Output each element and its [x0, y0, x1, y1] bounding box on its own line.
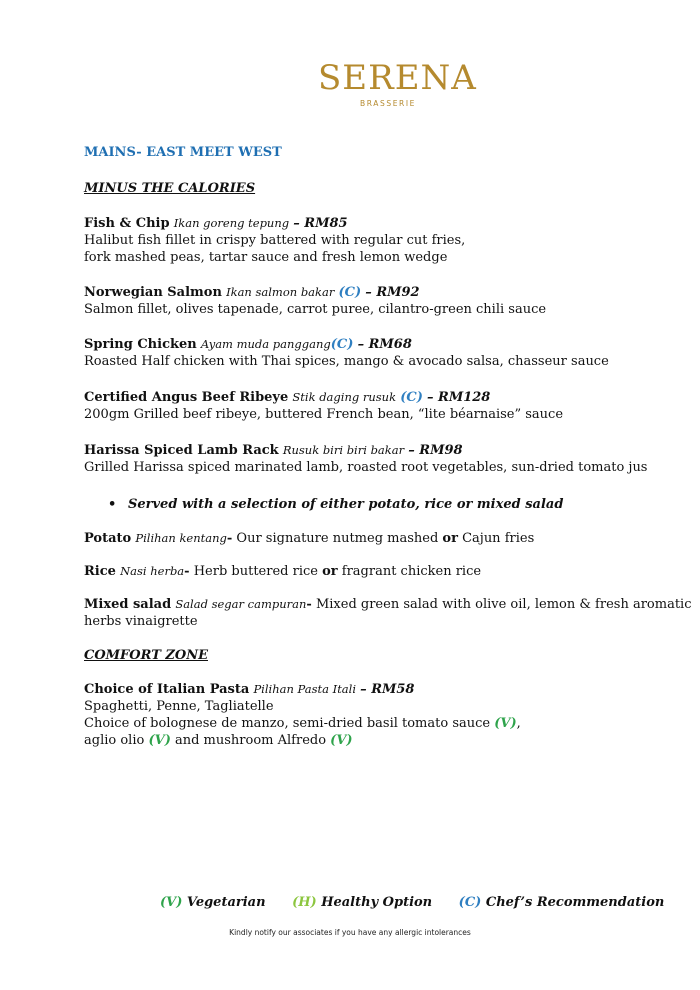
dish-fish-chip: [84, 215, 664, 266]
dish-price: – RM92: [365, 285, 420, 300]
dish-name: Harissa Spiced Lamb Rack: [84, 443, 279, 458]
side-potato: Potato Pilihan kentang- Our signature nutmeg mashed or Cajun fries: [84, 531, 535, 546]
side-mixed-salad: Mixed salad Salad segar campuran- Mixed green salad with olive oil, lemon & fresh aromatic herbs vinaigrette: [84, 597, 692, 629]
dish-name: Norwegian Salmon: [84, 285, 222, 300]
bullet-icon: •: [108, 497, 117, 512]
section-title: MAINS- EAST MEET WEST: [84, 145, 282, 160]
side-name: Potato: [84, 531, 132, 546]
side-rice: Rice Nasi herba- Herb buttered rice or fragrant chicken rice: [84, 564, 482, 579]
dish-norwegian-salmon: [84, 284, 664, 318]
dish-description: Halibut fish fillet in crispy battered with regular cut fries,: [84, 233, 466, 248]
legend-healthy: (H) Healthy Option: [292, 895, 433, 910]
allergy-note: Kindly notify our associates if you have any allergic intolerances: [229, 928, 471, 937]
dish-local-name: Ikan goreng tepung: [173, 216, 290, 230]
dish-description: fork mashed peas, tartar sauce and fresh lemon wedge: [84, 250, 448, 265]
dish-name: Fish & Chip: [84, 216, 170, 231]
sides-bullet: [108, 496, 564, 513]
dish-price: – RM85: [293, 216, 348, 231]
dish-local-name: Ikan salmon bakar: [226, 285, 335, 299]
legend-chef: (C) Chef’s Recommendation: [458, 895, 665, 910]
chef-recommendation-tag: (C): [330, 337, 354, 352]
dish-description: Grilled Harissa spiced marinated lamb, roasted root vegetables, sun-dried tomato jus: [84, 460, 648, 475]
dish-name: Spring Chicken: [84, 337, 197, 352]
dish-description: 200gm Grilled beef ribeye, buttered French bean, “lite béarnaise” sauce: [84, 407, 564, 422]
dish-local-name: Ayam muda panggang: [200, 337, 331, 351]
serena-logo: [318, 58, 477, 118]
bullet-text: Served with a selection of either potato, rice or mixed salad: [128, 497, 564, 512]
dish-price: – RM98: [408, 443, 463, 458]
side-name: Rice: [84, 564, 116, 579]
legend-vegetarian: (V) Vegetarian: [160, 895, 266, 910]
dish-name: Choice of Italian Pasta: [84, 682, 250, 697]
dish-description: Roasted Half chicken with Thai spices, mango & avocado salsa, chasseur sauce: [84, 354, 609, 369]
dish-italian-pasta: Choice of Italian Pasta Pilihan Pasta Itali – RM58 Spaghetti, Penne, Tagliatelle Choice of bolognese de manzo, semi-dried basil tomato sauce (V), aglio olio (V) and mushroom Alfredo (V): [84, 682, 521, 748]
chef-recommendation-tag: (C): [338, 285, 362, 300]
vegetarian-tag: (V): [148, 733, 171, 748]
dish-price: – RM128: [427, 390, 491, 405]
dish-local-name: Rusuk biri biri bakar: [282, 443, 405, 457]
vegetarian-tag: (V): [494, 716, 517, 731]
legend: [160, 894, 686, 911]
subhead-minus-calories: MINUS THE CALORIES: [84, 181, 256, 196]
dish-description: Salmon fillet, olives tapenade, carrot puree, cilantro-green chili sauce: [84, 302, 547, 317]
side-local-name: Salad segar campuran: [175, 597, 307, 611]
subhead-comfort-zone: COMFORT ZONE: [84, 648, 208, 663]
vegetarian-tag: (V): [330, 733, 353, 748]
side-name: Mixed salad: [84, 597, 172, 612]
dish-spring-chicken: [84, 336, 664, 370]
logo-wordmark: SERENA: [318, 58, 477, 98]
dish-local-name: Stik daging rusuk: [292, 390, 397, 404]
dish-price: – RM68: [357, 337, 412, 352]
dish-price: – RM58: [360, 682, 415, 697]
logo-subtitle: BRASSERIE: [359, 99, 416, 108]
dish-local-name: Pilihan Pasta Itali: [253, 682, 357, 696]
side-local-name: Pilihan kentang: [135, 531, 227, 545]
chef-recommendation-tag: (C): [400, 390, 423, 405]
side-local-name: Nasi herba: [120, 564, 185, 578]
dish-angus-ribeye: [84, 389, 664, 423]
dish-name: Certified Angus Beef Ribeye: [84, 390, 289, 405]
dish-lamb-rack: [84, 442, 664, 476]
